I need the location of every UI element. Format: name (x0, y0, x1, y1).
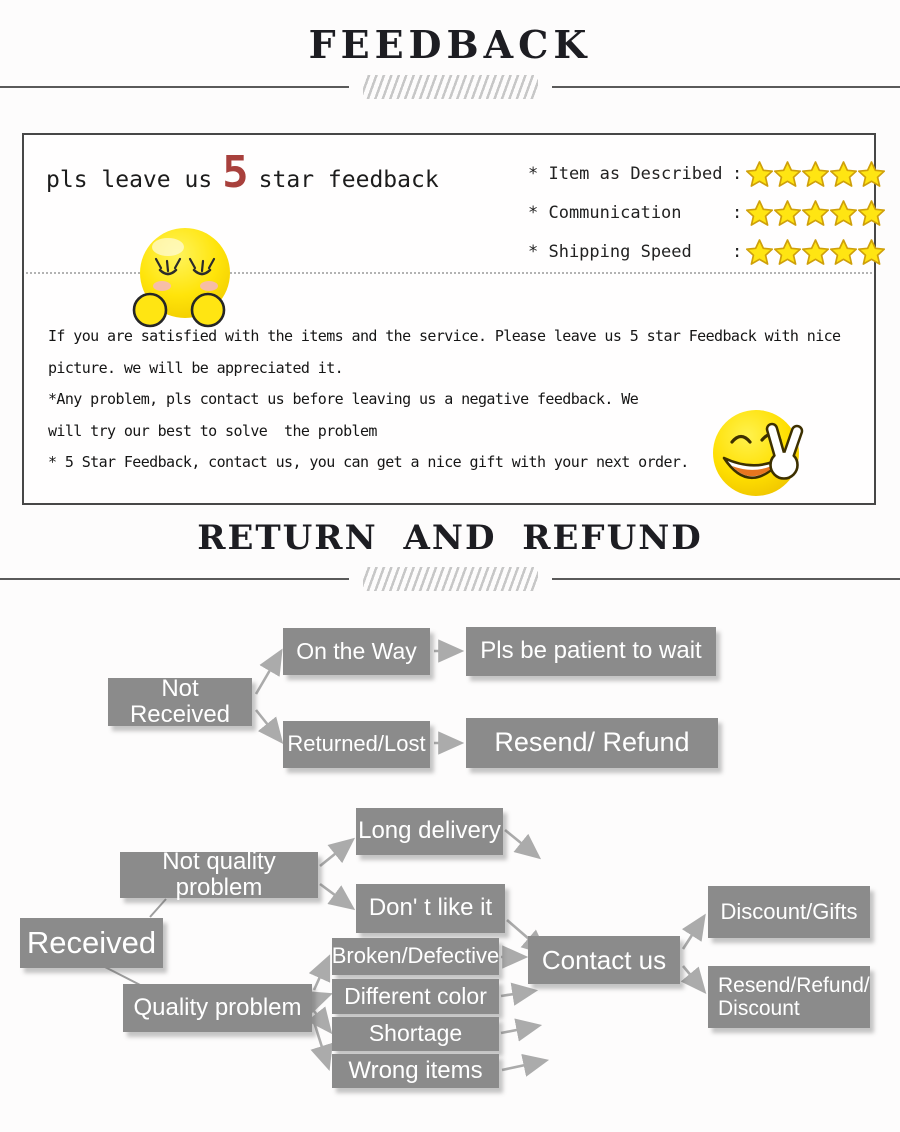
flow-node-not-quality-problem: Not quality problem (120, 852, 318, 898)
rating-row-communication (528, 198, 885, 228)
flow-node-discount-gifts: Discount/Gifts (708, 886, 870, 938)
star-icon (802, 200, 829, 226)
feedback-divider (0, 74, 900, 100)
paragraph-line: * 5 Star Feedback, contact us, you can get a nice gift with your next order. (48, 453, 689, 471)
paragraph-line: picture. we will be appreciated it. (48, 358, 344, 377)
return-refund-section-title: RETURN AND REFUND (197, 518, 703, 558)
divider-right-line (552, 578, 900, 580)
rating-colon: : (732, 242, 743, 262)
rating-label: * Shipping Speed (528, 242, 692, 262)
rating-colon: : (732, 203, 743, 223)
star-icon (774, 161, 801, 187)
flow-node-received: Received (20, 918, 163, 968)
rating-row-shipping-speed (528, 237, 885, 267)
star-icon (858, 200, 885, 226)
star-icon (746, 161, 773, 187)
headline-prefix: pls leave us (46, 167, 213, 193)
flow-node-resend-refund: Resend/ Refund (466, 718, 718, 768)
rating-row-item-as-described (528, 159, 885, 189)
flow-node-resend-refund-discount (708, 966, 870, 1028)
headline-suffix: star feedback (258, 167, 439, 193)
outcome-line-1: Resend/Refund/ (718, 973, 870, 997)
feedback-section-title: FEEDBACK (308, 22, 592, 67)
feedback-box (22, 133, 876, 505)
flow-node-on-the-way: On the Way (283, 628, 430, 675)
star-icon (830, 239, 857, 265)
star-icon (858, 239, 885, 265)
star-icon (774, 239, 801, 265)
paragraph-line: will try our best to solve the problem (48, 421, 377, 440)
flow-node-pls-be-patient: Pls be patient to wait (466, 627, 716, 676)
star-icon (746, 200, 773, 226)
rating-label: * Item as Described (528, 164, 723, 184)
paragraph-line: If you are satisfied with the items and the service. Please leave us 5 star Feedback with nice (48, 327, 841, 345)
paragraph-line: *Any problem, pls contact us before leaving us a negative feedback. We (48, 390, 639, 408)
star-icon (802, 161, 829, 187)
star-rating (746, 239, 885, 265)
flow-node-not-received: Not Received (108, 678, 252, 726)
divider-right-line (552, 86, 900, 88)
flow-node-long-delivery: Long delivery (356, 808, 503, 855)
rating-list (528, 159, 885, 276)
flow-node-shortage: Shortage (332, 1017, 499, 1051)
blushing-face-emoji (122, 225, 247, 335)
rating-colon: : (732, 164, 743, 184)
divider-left-line (0, 578, 349, 580)
star-icon (802, 239, 829, 265)
star-icon (858, 161, 885, 187)
flow-node-quality-problem: Quality problem (123, 984, 312, 1032)
flow-node-different-color: Different color (332, 979, 499, 1014)
star-icon (830, 200, 857, 226)
headline-five: 5 (222, 147, 249, 198)
return-refund-divider (0, 566, 900, 592)
star-rating (746, 161, 885, 187)
star-icon (830, 161, 857, 187)
flow-node-contact-us: Contact us (528, 936, 680, 984)
outcome-line-2: Discount (718, 997, 800, 1020)
star-icon (746, 239, 773, 265)
star-icon (774, 200, 801, 226)
flow-node-broken-defective: Broken/Defective (332, 938, 499, 975)
smiling-peace-emoji (704, 403, 819, 503)
flow-node-dont-like-it: Don' t like it (356, 884, 505, 933)
feedback-headline (46, 147, 439, 198)
hatch-marks (363, 567, 538, 591)
divider-left-line (0, 86, 349, 88)
flow-node-returned-lost: Returned/Lost (283, 721, 430, 768)
rating-label: * Communication (528, 203, 682, 223)
flow-node-wrong-items: Wrong items (332, 1054, 499, 1088)
star-rating (746, 200, 885, 226)
hatch-marks (363, 75, 538, 99)
